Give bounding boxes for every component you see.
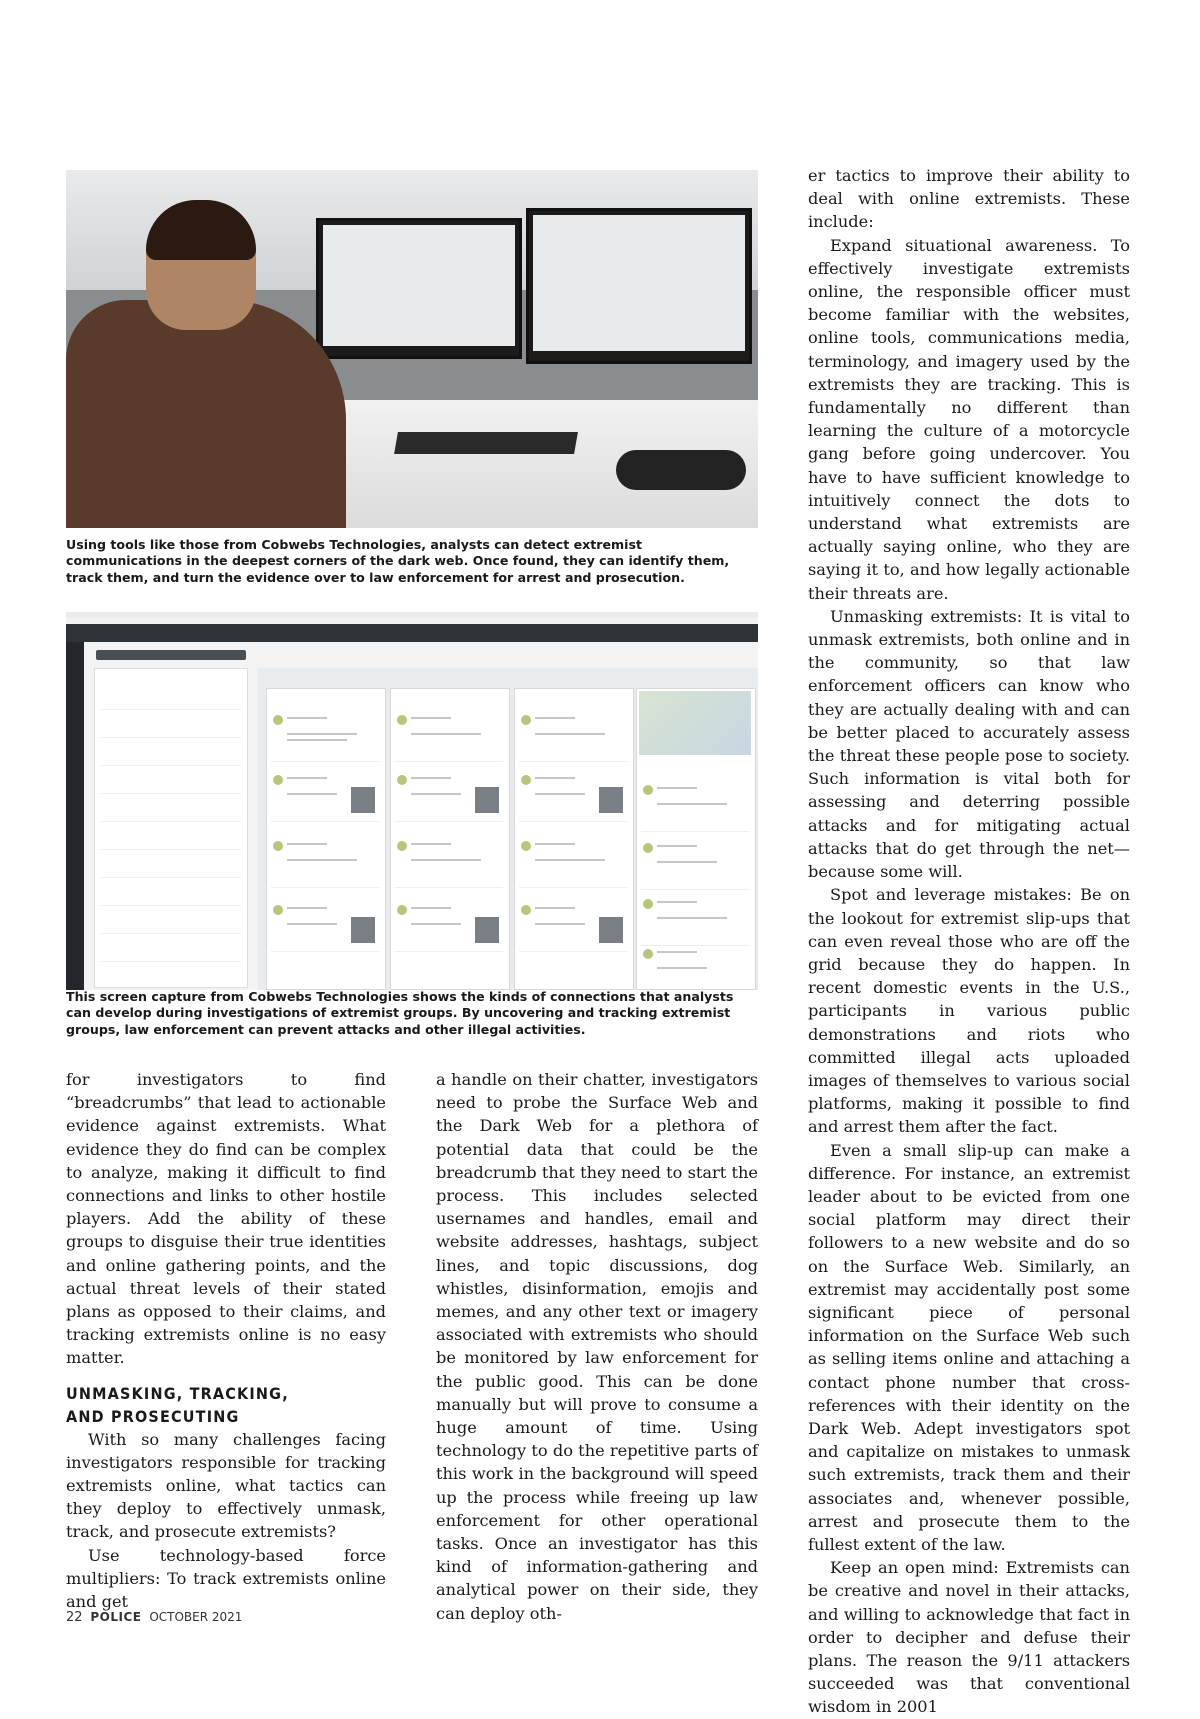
paragraph: Use technology-based force multipliers: To track extremists online and get [66, 1545, 386, 1612]
paragraph: for investigators to find “breadcrumbs” that lead to actionable evidence against extremists. What evidence they do find can be complex to analyze, making it difficult to find connections and links to other hostile players. Add the ability of these groups to disguise their true identities and online gathering points, and the actual threat levels of their stated plans as opposed to their claims, and tracking extremists online is no easy matter. [66, 1070, 386, 1368]
photo1-caption: Using tools like those from Cobwebs Technologies, analysts can detect extremist communications in the deepest corners of the dark web. Once found, they can identify them, track them, and turn the evidence over to law enforcement for arrest and prosecution. [66, 537, 730, 585]
analyst-photo [66, 170, 758, 528]
paragraph: Spot and leverage mistakes: Be on the lookout for extremist slip-ups that can even reveal those who are off the grid because they do happen. In recent domestic events in the U.S., participants in various public demonstrations and riots who committed illegal acts uploaded images of themselves to various social platforms, making it possible to find and arrest them after the fact. [808, 885, 1130, 1137]
paragraph: a handle on their chatter, investigators need to probe the Surface Web and the Dark Web for a plethora of potential data that could be the breadcrumb that they need to start the process. This includes selected usernames and handles, email and website addresses, hashtags, subject lines, and topic discussions, dog whistles, disinformation, emojis and memes, and any other text or imagery associated with extremists who should be monitored by law enforcement for the public good. This can be done manually but will prove to consume a huge amount of time. Using technology to do the repetitive parts of this work in the background will speed up the process while freeing up law enforcement for other operational tasks. Once an investigator has this kind of information-gathering and analytical power on their side, they can deploy oth- [436, 1070, 758, 1623]
magazine-name: POLICE [90, 1610, 142, 1624]
column-1 [66, 1068, 386, 1613]
column-2 [436, 1068, 758, 1625]
paragraph: Keep an open mind: Extremists can be creative and novel in their attacks, and willing to acknowledge that fact in order to decipher and defuse their plans. The reason the 9/11 attackers succeeded was that conventional wisdom in 2001 [808, 1558, 1130, 1717]
issue-date: OCTOBER 2021 [149, 1610, 243, 1624]
paragraph: Expand situational awareness. To effectively investigate extremists online, the responsible officer must become familiar with the websites, online tools, communications media, terminology, and imagery used by the extremists they are tracking. This is fundamentally no different than learning the culture of a motorcycle gang before going undercover. You have to have sufficient knowledge to intuitively connect the dots to understand what extremists are actually saying online, who they are saying it to, and how legally actionable their threats are. [808, 235, 1130, 603]
paragraph: er tactics to improve their ability to deal with online extremists. These include: [808, 166, 1130, 232]
section-heading-line-2: AND PROSECUTING [66, 1406, 240, 1426]
page-footer [66, 1610, 242, 1625]
photo2-caption: This screen capture from Cobwebs Technologies shows the kinds of connections that analysts can develop during investigations of extremist groups. By uncovering and tracking extremist groups, law enforcement can prevent attacks and other illegal activities. [66, 989, 734, 1037]
section-heading [66, 1382, 386, 1428]
column-3 [808, 164, 1130, 1719]
paragraph: Unmasking extremists: It is vital to unmask extremists, both online and in the community, so that law enforcement officers can know who they are actually dealing with and can be better placed to accurately assess the threat these people pose to society. Such information is vital both for assessing and deterring possible attacks and for mitigating actual attacks that do get through the net—because some will. [808, 606, 1130, 882]
paragraph: Even a small slip-up can make a difference. For instance, an extremist leader about to be evicted from one social platform may direct their followers to a new website and do so on the Surface Web. Similarly, an extremist may accidentally post some significant piece of personal information on the Surface Web such as selling items online and attaching a contact phone number that cross-references with their identity on the Dark Web. Adept investigators spot and capitalize on mistakes to unmask such extremists, track them and their associates and, whenever possible, arrest and prosecute them to the fullest extent of the law. [808, 1140, 1130, 1554]
page-number: 22 [66, 1610, 83, 1625]
paragraph: With so many challenges facing investigators responsible for tracking extremists online, what tactics can they deploy to effectively unmask, track, and prosecute extremists? [66, 1429, 386, 1542]
screen-capture-image [66, 612, 758, 990]
section-heading-line-1: UNMASKING, TRACKING, [66, 1383, 289, 1403]
